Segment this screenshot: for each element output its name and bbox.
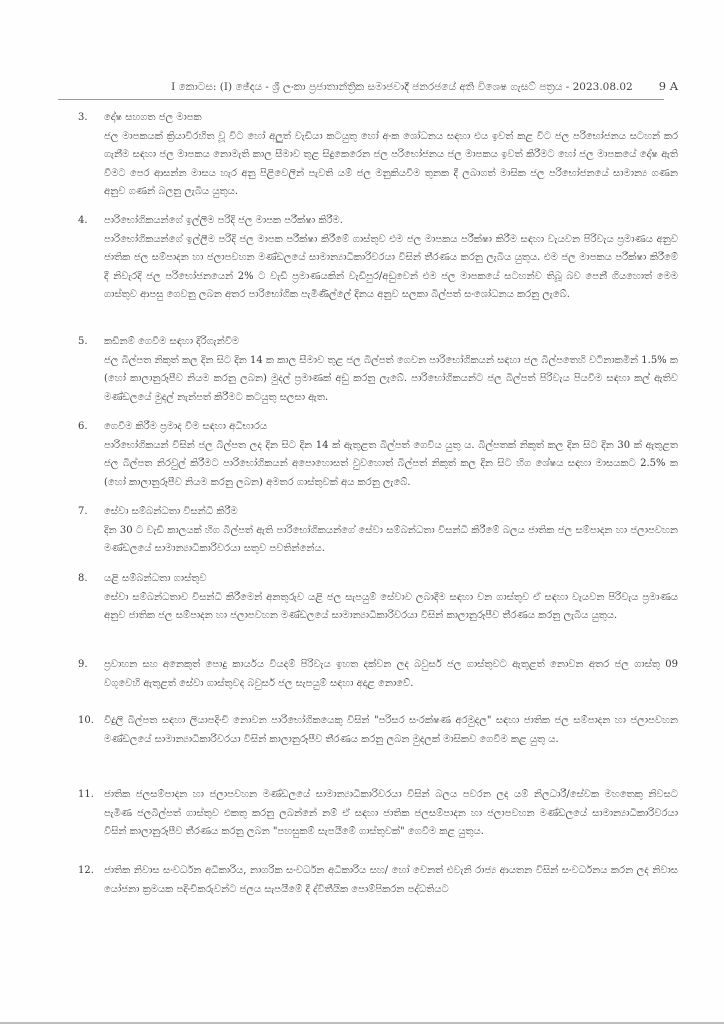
clause-number: 3. [78,112,88,123]
clause-3 [78,109,678,202]
clause-6 [78,418,678,492]
clause-text: පාරිභෝගිකයන් විසින් ජල බිල්පත ලද දින සිට දින 14 ක් ඇතුළත බිල්පත් ගෙවිය යුතු ය. බිල්පතක් නිකුත් කල දින සිට දින 30 ක් ඇතුළත ජල බිල්පත නිරවුල් කිරීමට පාරිභෝගිකයන් අපොහොසත් වුවහොත් බිල්පත් නිකුත් කල දින සිට හිග ශේෂය සඳහා මාසයකට 2.5% ක (හෝ කාලානුරූපීව නියම කරනු ලබන) අමතර ගාස්තුවක් අය කරනු ලැබේ. [104,439,678,488]
clause-9 [78,656,678,693]
clause-number: 4. [78,215,88,226]
clause-number: 10. [78,715,94,726]
page-number: 9 A [658,79,678,93]
clause-text: ජල මාපකයක් ක්‍රියාවිරහිත වූ විට හෝ අලුත් වැඩියා කටයුතු හෝ අංක ශෝධනය සඳහා එය ඉවත් කළ විට ජල පරිභෝජනය සටහන් කර ගැනීම සඳහා ජල මාපකය නොමැති කාල සීමාව තුළ සිදුකෙරෙන ජල පරිභෝජනය ජල මාපකය ඉවත් කිරීමට හෝ ජල මාපකයේ දෝෂ ඇති වීමට පෙර ආසන්න මාසය හැර අනු පිළිවෙලින් පැවති යම් ජල මනුකියවීම තුනක දී ලබාගත් මාසික ජල පරිභෝජනයේ සාමාන්‍ය ගණන අනුව ගණන් බලනු ලැබිය යුතුය. [104,130,678,197]
clause-number: 5. [78,336,88,347]
clause-text: ජාතික නිවාස සංවර්ධන අධිකාරිය, නාගරික සංවර්ධන අධිකාරිය සහ/ හෝ වෙනත් එවැනි රාජ්‍ය ආයතන විසින් සංවර්ධනය කරන ලද නිවාස යෝජනා ක්‍රමයක පදිංචිකරුවන්ට ජලය සැපයීමේ දී ද්විතීයික පොම්පිකරන පද්ධතියට [104,865,678,895]
clause-text: ජාතික ජලසම්පාදන හා ජලාපවහන මණ්ඩලයේ සාමාන්‍යාධිකාරිවරයා විසින් බලය පවරන ලද යම් නිලධාරී/සේවක මහතෙකු නිවසට පැමිණ ජලබිල්පත් ගාස්තුව එකතු කරනු ලබන්නේ නම් ඒ සඳහා ජාතික ජලසම්පාදන හා ජලාපවහන මණ්ඩලයේ සාමාන්‍යාධිකාරිවරයා විසින් කාලානුරූපීව තීරණය කරනු ලබන "පහසුකම් සැපයීමේ ගාස්තුවක්" ගෙවීම කළ යුතුය. [104,789,678,837]
clause-heading: දෝෂ සහගත ජල මාපක [104,112,202,123]
clause-heading: සේවා සම්බන්ධතා විසන්ධි කිරීම [104,506,238,517]
clause-10 [78,712,678,749]
clause-text: දින 30 ට වැඩි කාලයක් හිග බිල්පත් ඇති පාරිභෝගිකයන්ගේ සේවා සම්බන්ධතා විසන්ධි කිරීමේ බලය ජාතික ජල සම්පාදන හා ජලාපවහන මණ්ඩලයේ සාමාන්‍යාධිකාරිවරයා සතුව පවතින්නේය. [104,524,678,554]
clause-4 [78,212,678,305]
clause-heading: කඩිනම් ගෙවීම සඳහා දිරිගැන්වීම [104,336,240,347]
clause-number: 9. [78,659,88,670]
clause-number: 8. [78,573,88,584]
gazette-header-title: I කොටස: (I) ඡේදය - ශ්‍රී ලංකා ප්‍රජාතාන්ත්‍රික සමාජවාදී ජනරජයේ අති විශෙෂ ගැසට් පත්‍රය - 2023.08.02 [171,81,633,93]
clause-text: විදුලි බිල්පත සඳහා ලියාපදිංචි නොවන පාරිභෝගිකයෙකු විසින් "පරිසර සංරක්ෂණ අරමුදල" සඳහා ජාතික ජල සම්පාදන හා ජලාපවහන මණ්ඩලයේ සාමාන්‍යාධිකාරිවරයා විසින් කාලානුරූපීව තීරණය කරනු ලබන මුදලක් මාසිකව ගෙවීම කළ යුතු ය. [104,715,678,745]
header-divider [58,99,664,100]
clause-heading: යළි සම්බන්ධතා ගාස්තුව [104,573,207,584]
clause-12 [78,862,678,899]
clause-number: 7. [78,506,88,517]
clause-7 [78,503,678,559]
clause-text: ජල බිල්පත නිකුත් කල දින සිට දින 14 ක කාල සීමාව තුළ ජල බිල්පත් ගෙවන පාරිභෝගිකයන් සඳහා ජල බිල්පතෙහි වටිනාකමින් 1.5% ක (හෝ කාලානුරූපීව නියම කරනු ලබන) මුදල් ප්‍රමාණක් අඩු කරනු ලැබේ. පාරිභෝගිකයන්ට ජල බිල්පත් පිරිවැය පියවීම සඳහා කල් ඇතිව මණ්ඩලයේ මුදල් නැන්පත් කිරීමට කටයුතු සලසා ඇත. [104,354,678,403]
clause-heading: පාරිභෝගිකයන්ගේ ඉල්ලීම පරිදි ජල මාපක පරීක්ෂා කිරීම. [104,215,343,226]
clause-heading: ගෙවීම කිරීම ප්‍රමාද වීම සඳහා අධිභාරය [104,421,268,432]
clause-11 [78,786,678,842]
clause-8 [78,570,678,626]
clause-text: ප්‍රවාහන සහ අනෙකුත් පොදු කාර්යය වියදම් පිරිවැය ඉහත දක්වන ලද බවුසර් ජල ගාස්තුවට ඇතුළත් නොවන අතර ජල ගාස්තු 09 වගුවෙහි ඇතුළත් සේවා ගාස්තුවද බවුසර් ජල සැපයුම් සඳහා අදාළ නොවේ. [104,659,678,689]
clause-5 [78,333,678,407]
clause-text: පාරිභෝගිකයන්ගේ ඉල්ලීම පරිදි ජල මාපක පරීක්ෂා කිරීමේ ගාස්තුව එම ජල මාපකය පරීක්ෂා කිරීම සඳහා වැයවන පිරිවැය ප්‍රමාණය අනුව ජාතික ජල සම්පාදන හා ජලාපවහන මණ්ඩලයේ සාමාන්‍යාධිකාරිවරයා විසින් තීරණය කරනු ලැබිය යුතුය. එම ජල මාපකය පරීක්ෂා කිරීමේ දී නිවැරදි ජල පරිභෝජනයෙන් 2% ට වැඩි ප්‍රමාණයකින් වැඩිපුර/අඩුවෙන් එම ජල මාපකයේ සටහන්ව තිබූ බව පෙනී ගියහොත් මෙම ගාස්තුව ආපසු ගෙවනු ලබන අතර පාරිභෝගික පැමිණිල්ලේ දිනය අනුව සලකා බිල්පත් සංශෝධනය කරනු ලැබේ. [104,233,678,300]
page-header [78,79,678,94]
clause-number: 6. [78,421,88,432]
clause-number: 11. [78,789,94,800]
clause-text: සේවා සම්බන්ධතාව විසන්ධි කිරීමෙන් අනතුරුව යළි ජල සැපයුම් සේවාව ලබාදීම සඳහා වන ගාස්තුව ඒ සඳහා වැයවන පිරිවැය ප්‍රමාණය අනුව ජාතික ජල සම්පාදන හා ජලාපවහන මණ්ඩලයේ සාමාන්‍යාධිකාරිවරයා විසින් කාලානුරූපීව තීරණය කරනු ලැබිය යුතුය. [104,591,678,621]
clause-number: 12. [78,865,94,876]
